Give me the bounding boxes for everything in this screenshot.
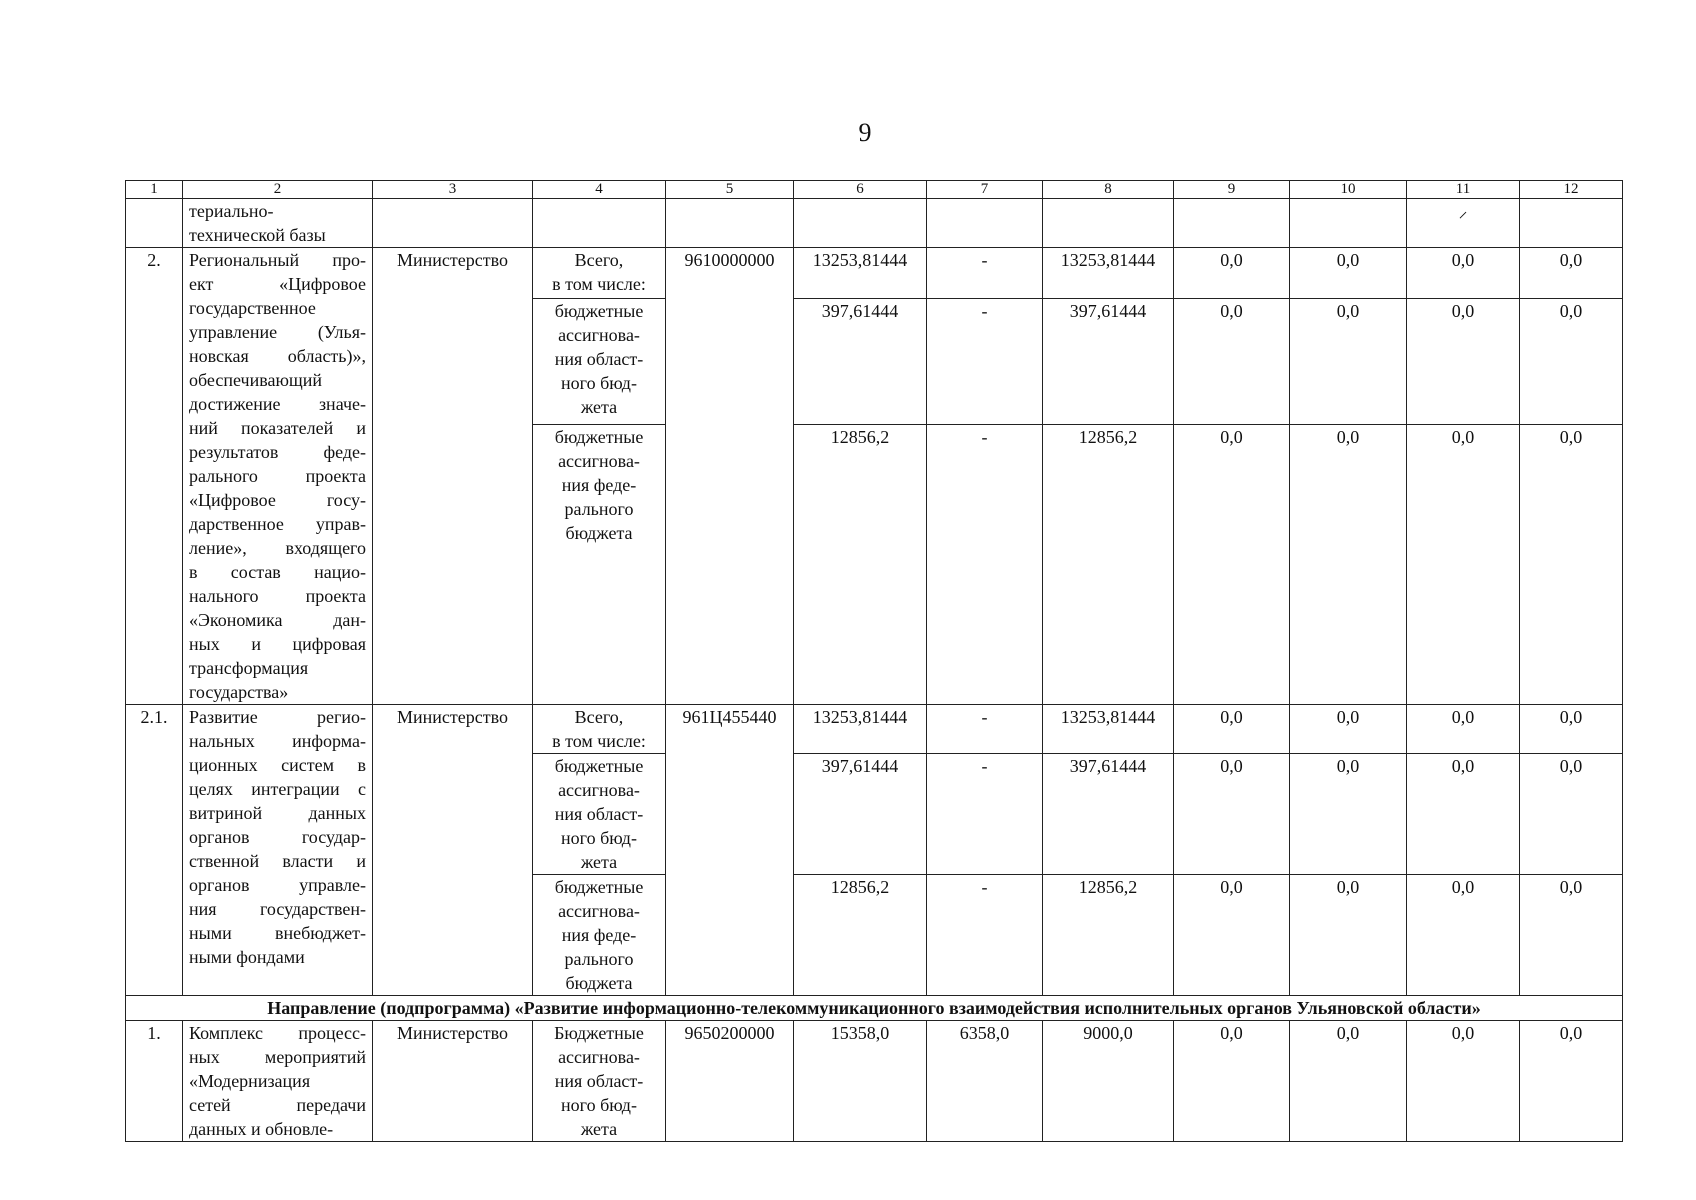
row-number: 2.1. bbox=[126, 705, 183, 996]
value-v10: 0,0 bbox=[1290, 299, 1407, 425]
column-number-2: 2 bbox=[183, 181, 373, 199]
funding-source-line: ного бюд- bbox=[561, 1095, 637, 1115]
funding-source-line: жета bbox=[580, 1119, 618, 1139]
executor: Министерство bbox=[373, 705, 533, 996]
value-v10: 0,0 bbox=[1290, 705, 1407, 754]
value-v11: 0,0 bbox=[1407, 754, 1520, 875]
value-v10: 0,0 bbox=[1290, 1021, 1407, 1142]
funding-source bbox=[533, 1021, 666, 1142]
funding-source bbox=[533, 248, 666, 299]
funding-source bbox=[533, 875, 666, 996]
column-number-4: 4 bbox=[533, 181, 666, 199]
column-number-3: 3 bbox=[373, 181, 533, 199]
value-v10: 0,0 bbox=[1290, 248, 1407, 299]
funding-source-line: ния феде- bbox=[561, 475, 637, 496]
funding-source-line: ассигнова- bbox=[558, 451, 640, 472]
funding-source-line: ного бюд- bbox=[561, 828, 637, 848]
value-v6: 12856,2 bbox=[794, 875, 927, 996]
funding-source-line: Бюджетные bbox=[554, 1023, 644, 1043]
funding-source bbox=[533, 754, 666, 875]
row-name-line: результатов феде- bbox=[189, 442, 366, 462]
value-v7: - bbox=[927, 875, 1043, 996]
funding-source bbox=[533, 299, 666, 425]
funding-source-line: ния феде- bbox=[561, 925, 637, 945]
row-name bbox=[183, 705, 373, 996]
row-name-line: «Модернизация bbox=[189, 1071, 311, 1091]
value-v12: 0,0 bbox=[1520, 248, 1623, 299]
funding-source bbox=[533, 705, 666, 754]
value-v11: 0,0 bbox=[1407, 875, 1520, 996]
cell-col-7 bbox=[927, 199, 1043, 248]
row-name-line: нального проекта bbox=[189, 586, 366, 606]
funding-source-line: ассигнова- bbox=[558, 1047, 640, 1067]
row-name-line: Комплекс процесс- bbox=[189, 1023, 366, 1043]
cell-col-5 bbox=[666, 199, 794, 248]
row-name-line: органов государ- bbox=[189, 827, 366, 847]
funding-source-line: бюджетные bbox=[554, 427, 644, 448]
row-name-line: достижение значе- bbox=[189, 394, 366, 414]
value-v11: 0,0 bbox=[1407, 1021, 1520, 1142]
mark-cell: ⸝ bbox=[1407, 199, 1520, 248]
row-name-line: ний показателей и bbox=[189, 418, 366, 438]
row-name-line: обеспечивающий bbox=[189, 370, 323, 390]
funding-source-line: бюджетные bbox=[554, 877, 644, 897]
row-name-line: государственное bbox=[189, 298, 316, 318]
value-v9: 0,0 bbox=[1174, 875, 1290, 996]
value-v8: 12856,2 bbox=[1043, 875, 1174, 996]
row-name-line: ных мероприятий bbox=[189, 1047, 366, 1067]
value-v9: 0,0 bbox=[1174, 425, 1290, 705]
cell-col-3 bbox=[373, 199, 533, 248]
row-name-line: технической базы bbox=[189, 225, 326, 245]
funding-source-line: бюджетные bbox=[554, 756, 644, 776]
value-v7: - bbox=[927, 754, 1043, 875]
value-v7: - bbox=[927, 248, 1043, 299]
value-v6: 12856,2 bbox=[794, 425, 927, 705]
value-v11: 0,0 bbox=[1407, 705, 1520, 754]
row-name-line: трансформация bbox=[189, 658, 309, 678]
row-name-line: новская область)», bbox=[189, 346, 366, 366]
value-v8: 397,61444 bbox=[1043, 754, 1174, 875]
column-number-6: 6 bbox=[794, 181, 927, 199]
value-v9: 0,0 bbox=[1174, 754, 1290, 875]
value-v12: 0,0 bbox=[1520, 875, 1623, 996]
row-name-line: государства» bbox=[189, 682, 289, 702]
funding-source-line: бюджета bbox=[565, 973, 633, 993]
funding-source-line: ассигнова- bbox=[558, 780, 640, 800]
value-v12: 0,0 bbox=[1520, 705, 1623, 754]
funding-source-line: ния област- bbox=[554, 1071, 644, 1091]
column-number-7: 7 bbox=[927, 181, 1043, 199]
value-v8: 12856,2 bbox=[1043, 425, 1174, 705]
table-body bbox=[126, 181, 1623, 1142]
row-name-line: «Экономика дан- bbox=[189, 610, 366, 630]
funding-source-line: жета bbox=[580, 397, 618, 418]
budget-table bbox=[125, 180, 1623, 1142]
row-name-line: ными фондами bbox=[189, 947, 305, 967]
column-number-10: 10 bbox=[1290, 181, 1407, 199]
row-name bbox=[183, 199, 373, 248]
row-name-line: нальных информа- bbox=[189, 731, 366, 751]
row-number bbox=[126, 199, 183, 248]
row-name-line: управление (Улья- bbox=[189, 322, 366, 342]
funding-source-line: бюджетные bbox=[554, 301, 644, 322]
table-row bbox=[126, 1021, 1623, 1142]
row-name-line: рального проекта bbox=[189, 466, 366, 486]
row-name-line: ния государствен- bbox=[189, 899, 366, 919]
value-v7: 6358,0 bbox=[927, 1021, 1043, 1142]
row-name-line: дарственное управ- bbox=[189, 514, 366, 534]
row-name-line: ционных систем в bbox=[189, 755, 366, 775]
column-number-5: 5 bbox=[666, 181, 794, 199]
row-name-line: ект «Цифровое bbox=[189, 274, 366, 294]
section-title: Направление (подпрограмма) «Развитие информационно-телекоммуникационного взаимодействия исполнительных органов Ульяновской области» bbox=[126, 996, 1623, 1021]
row-name-line: ных и цифровая bbox=[189, 634, 366, 654]
row-number: 2. bbox=[126, 248, 183, 705]
cell-col-12 bbox=[1520, 199, 1623, 248]
value-v8: 13253,81444 bbox=[1043, 248, 1174, 299]
value-v11: 0,0 bbox=[1407, 425, 1520, 705]
table-row bbox=[126, 705, 1623, 754]
funding-source-line: рального bbox=[564, 499, 634, 520]
table-row bbox=[126, 248, 1623, 299]
row-name-line: ными внебюджет- bbox=[189, 923, 366, 943]
row-name-line: ственной власти и bbox=[189, 851, 366, 871]
value-v8: 9000,0 bbox=[1043, 1021, 1174, 1142]
row-name-line: витриной данных bbox=[189, 803, 366, 823]
value-v10: 0,0 bbox=[1290, 875, 1407, 996]
cell-col-9 bbox=[1174, 199, 1290, 248]
row-name-line: данных и обновле- bbox=[189, 1119, 334, 1139]
row-name bbox=[183, 1021, 373, 1142]
budget-code: 961Ц455440 bbox=[666, 705, 794, 996]
cell-col-6 bbox=[794, 199, 927, 248]
funding-source-line: ассигнова- bbox=[558, 901, 640, 921]
row-name-line: «Цифровое госу- bbox=[189, 490, 366, 510]
value-v10: 0,0 bbox=[1290, 754, 1407, 875]
value-v9: 0,0 bbox=[1174, 705, 1290, 754]
executor: Министерство bbox=[373, 1021, 533, 1142]
value-v8: 397,61444 bbox=[1043, 299, 1174, 425]
value-v6: 397,61444 bbox=[794, 754, 927, 875]
row-name-line: териально- bbox=[189, 201, 274, 221]
cell-col-8 bbox=[1043, 199, 1174, 248]
budget-code: 9610000000 bbox=[666, 248, 794, 705]
row-name-line: Региональный про- bbox=[189, 250, 366, 270]
executor: Министерство bbox=[373, 248, 533, 705]
cell-col-10 bbox=[1290, 199, 1407, 248]
row-name-line: в состав нацио- bbox=[189, 562, 366, 582]
row-name-line: органов управле- bbox=[189, 875, 366, 895]
page-number: 9 bbox=[858, 118, 872, 147]
value-v11: 0,0 bbox=[1407, 299, 1520, 425]
budget-code: 9650200000 bbox=[666, 1021, 794, 1142]
row-name-line: целях интеграции с bbox=[189, 779, 366, 799]
value-v12: 0,0 bbox=[1520, 299, 1623, 425]
value-v9: 0,0 bbox=[1174, 248, 1290, 299]
funding-source-line: рального bbox=[564, 949, 634, 969]
column-number-11: 11 bbox=[1407, 181, 1520, 199]
value-v12: 0,0 bbox=[1520, 1021, 1623, 1142]
funding-source-line: ния област- bbox=[554, 804, 644, 824]
funding-source-line: ного бюд- bbox=[561, 373, 637, 394]
value-v6: 15358,0 bbox=[794, 1021, 927, 1142]
value-v12: 0,0 bbox=[1520, 754, 1623, 875]
funding-source-line: ния област- bbox=[554, 349, 644, 370]
funding-source-line: жета bbox=[580, 852, 618, 872]
value-v10: 0,0 bbox=[1290, 425, 1407, 705]
value-v6: 13253,81444 bbox=[794, 248, 927, 299]
row-name-line: сетей передачи bbox=[189, 1095, 366, 1115]
funding-source-line: в том числе: bbox=[552, 274, 646, 294]
funding-source bbox=[533, 425, 666, 705]
row-number: 1. bbox=[126, 1021, 183, 1142]
value-v6: 397,61444 bbox=[794, 299, 927, 425]
value-v9: 0,0 bbox=[1174, 1021, 1290, 1142]
continuation-row bbox=[126, 199, 1623, 248]
value-v9: 0,0 bbox=[1174, 299, 1290, 425]
column-number-12: 12 bbox=[1520, 181, 1623, 199]
row-name-line: ление», входящего bbox=[189, 538, 366, 558]
value-v7: - bbox=[927, 425, 1043, 705]
funding-source-line: Всего, bbox=[574, 250, 624, 270]
value-v12: 0,0 bbox=[1520, 425, 1623, 705]
value-v7: - bbox=[927, 705, 1043, 754]
row-name bbox=[183, 248, 373, 705]
value-v8: 13253,81444 bbox=[1043, 705, 1174, 754]
value-v6: 13253,81444 bbox=[794, 705, 927, 754]
row-name-line: Развитие регио- bbox=[189, 707, 366, 727]
funding-source-line: в том числе: bbox=[552, 731, 646, 751]
column-number-1: 1 bbox=[126, 181, 183, 199]
section-row bbox=[126, 996, 1623, 1021]
cell-col-4 bbox=[533, 199, 666, 248]
header-row bbox=[126, 181, 1623, 199]
funding-source-line: бюджета bbox=[565, 523, 633, 544]
column-number-9: 9 bbox=[1174, 181, 1290, 199]
value-v11: 0,0 bbox=[1407, 248, 1520, 299]
column-number-8: 8 bbox=[1043, 181, 1174, 199]
value-v7: - bbox=[927, 299, 1043, 425]
funding-source-line: Всего, bbox=[574, 707, 624, 727]
funding-source-line: ассигнова- bbox=[558, 325, 640, 346]
